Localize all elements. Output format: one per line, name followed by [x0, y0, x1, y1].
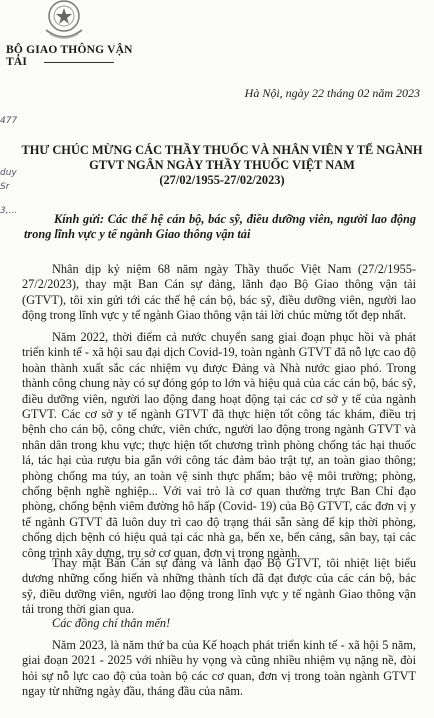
paragraph: Năm 2023, là năm thứ ba của Kế hoạch phát triển kinh tế - xã hội 5 năm, giai đoạn 2021 - 2025 với nhiều hy vọng và cũng nhiều nhiệm vụ nặng nề, đòi hỏi sự nỗ lực cao độ của toàn bộ các cơ quan, đơn vị trong toàn ngành GTVT ngay từ những ngày đầu, tháng đầu của năm. [22, 638, 416, 699]
national-emblem-icon [36, 0, 92, 44]
greeting-text: Kính gửi: Các thế hệ cán bộ, bác sỹ, điều dưỡng viên, người lao động trong lĩnh vực y tế ngành Giao thông vận tải [24, 212, 416, 242]
organization-underline [44, 62, 114, 63]
paragraph: Thay mặt Ban Cán sự đảng và lãnh đạo Bộ GTVT, tôi nhiệt liệt biểu dương những cống hiến và những thành tích đã đạt được của các cán bộ, bác sỹ, điều dưỡng viên, người lao động trong lĩnh vực y tế ngành Giao thông vận tải trong thời gian qua. [22, 556, 416, 617]
letter-body [22, 638, 416, 700]
margin-note: duy [0, 168, 17, 178]
greeting [24, 212, 416, 243]
letter-body [22, 262, 416, 324]
margin-note: Sr [0, 182, 10, 192]
letter-body [22, 330, 416, 561]
issuing-organization: BỘ GIAO THÔNG VẬN TẢI [6, 44, 133, 68]
title-dates: (27/02/1955-27/02/2023) [159, 173, 285, 187]
paragraph: Năm 2022, thời điểm cả nước chuyển sang giai đoạn phục hồi và phát triển kinh tế - xã hội sau đại dịch Covid-19, toàn ngành GTVT đã nỗ lực cao độ hoàn thành xuất sắc các nhiệm vụ được Đảng và Nhà nước giao phó. Trong thành công chung này có sự đóng góp to lớn và hiệu quả của các cán bộ, bác sỹ, điều dưỡng viên, người lao động đang hoạt động tại các cơ sở y tế của ngành GTVT. Các cơ sở y tế ngành GTVT đã thực hiện tốt công tác khám, điều trị bệnh cho cán bộ, công chức, viên chức, người lao động trong ngành GTVT và nhân dân trong khu vực; thực hiện tốt chương trình phòng chống tác hại thuốc lá, tác hại của rượu bia gắn với công tác đảm bảo trật tự, an toàn giao thông; phòng chống ma túy, an toàn vệ sinh thực phẩm; bảo vệ môi trường; phòng, chống bệnh nghề nghiệp... Với vai trò là cơ quan thường trực Ban Chỉ đạo phòng, chống bệnh viêm đường hô hấp (Covid- 19) của Bộ GTVT, các đơn vị y tế ngành GTVT đã luôn duy trì cao độ trạng thái sẵn sàng để kịp thời phòng, chống dịch bệnh có hiệu quả tại các nhà ga, bến xe, bến cảng, sân bay, tại các công trình xây dựng, trụ sở cơ quan, đơn vị trong ngành. [22, 330, 416, 560]
salutation: Các đồng chí thân mến! [52, 616, 171, 630]
title-line: THƯ CHÚC MỪNG CÁC THẦY THUỐC VÀ NHÂN VIÊN Y TẾ NGÀNH [21, 143, 423, 157]
letter-body [22, 616, 416, 631]
dateline: Hà Nội, ngày 22 tháng 02 năm 2023 [244, 86, 420, 100]
paragraph: Nhân dịp kỷ niệm 68 năm ngày Thầy thuốc Việt Nam (27/2/1955-27/2/2023), thay mặt Ban Cán sự đảng, lãnh đạo Bộ Giao thông vận tải (GTVT), tôi xin gửi tới các thế hệ cán bộ, bác sỹ, điều dưỡng viên, người lao động trong lĩnh vực y tế ngành Giao thông vận tải lời chúc mừng tốt đẹp nhất. [22, 262, 416, 323]
letter-body [22, 556, 416, 618]
margin-note: 3,... [0, 206, 18, 216]
letter-title [20, 143, 424, 188]
title-line: GTVT NGÂN NGÀY THẦY THUỐC VIỆT NAM [89, 158, 355, 172]
margin-note: 477 [0, 116, 18, 126]
